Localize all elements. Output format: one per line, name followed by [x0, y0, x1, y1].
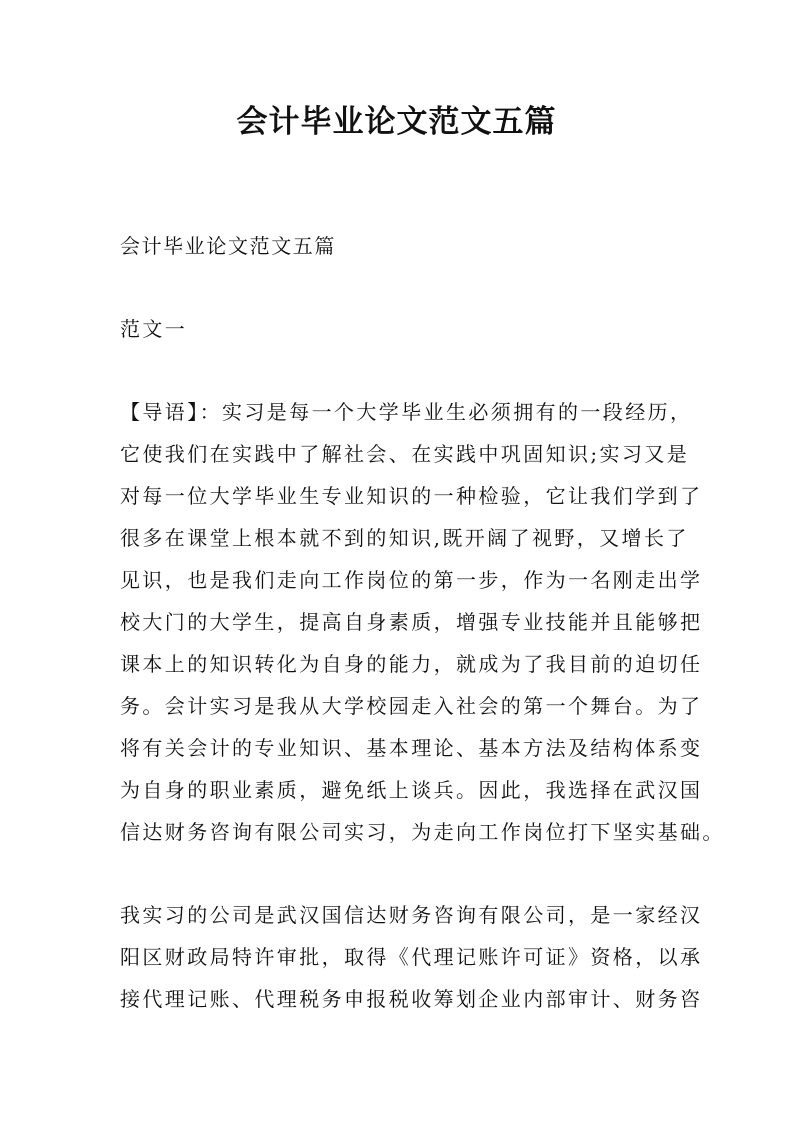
- paragraph-line: 【导语】：实习是每一个大学毕业生必须拥有的一段经历，: [120, 400, 693, 424]
- paragraph-line: 很多在课堂上根本就不到的知识,既开阔了视野，又增长了: [120, 526, 689, 550]
- section-label: 范文一: [120, 317, 188, 341]
- document-title: 会计毕业论文范文五篇: [236, 104, 557, 140]
- paragraph-line: 接代理记账、代理税务申报税收筹划企业内部审计、财务咨: [120, 987, 703, 1011]
- document-subtitle: 会计毕业论文范文五篇: [120, 234, 336, 258]
- paragraph-line: 为自身的职业素质，避免纸上谈兵。因此，我选择在武汉国: [120, 778, 703, 802]
- paragraph-line: 务。会计实习是我从大学校园走入社会的第一个舞台。为了: [120, 694, 703, 718]
- paragraph-line: 阳区财政局特许审批，取得《代理记账许可证》资格，以承: [120, 945, 703, 969]
- paragraph-line: 课本上的知识转化为自身的能力，就成为了我目前的迫切任: [120, 652, 703, 676]
- paragraph-line: 见识，也是我们走向工作岗位的第一步，作为一名刚走出学: [120, 568, 703, 592]
- paragraph-line: 将有关会计的专业知识、基本理论、基本方法及结构体系变: [120, 736, 703, 760]
- paragraph-line: 校大门的大学生，提高自身素质，增强专业技能并且能够把: [120, 610, 703, 634]
- paragraph-line: 它使我们在实践中了解社会、在实践中巩固知识;实习又是: [120, 442, 690, 466]
- paragraph-line: 信达财务咨询有限公司实习，为走向工作岗位打下坚实基础。: [120, 820, 725, 844]
- paragraph-line: 对每一位大学毕业生专业知识的一种检验，它让我们学到了: [120, 484, 703, 508]
- paragraph-line: 我实习的公司是武汉国信达财务咨询有限公司，是一家经汉: [120, 903, 703, 927]
